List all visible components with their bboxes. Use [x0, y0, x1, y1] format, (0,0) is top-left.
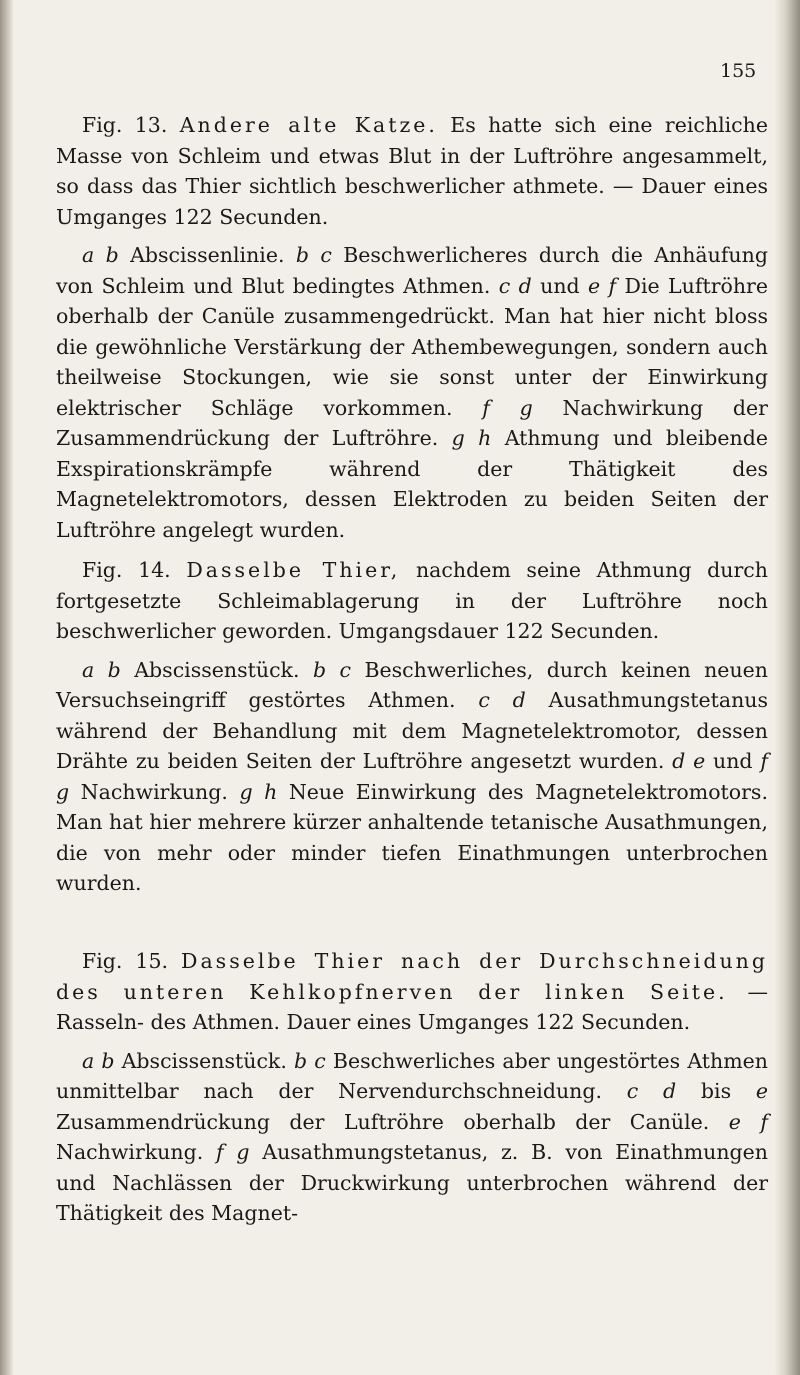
page-edge-left [0, 0, 14, 1375]
fig15-text-ab: Abscissenstück. [121, 1048, 287, 1073]
fig14-seg-ab: a b [82, 657, 121, 682]
fig15-seg-cd: c d [626, 1079, 677, 1103]
fig13-seg-cd: c d [498, 273, 532, 298]
fig15-seg-bc: b c [294, 1048, 326, 1073]
fig13-description: Es hatte sich eine reichliche Masse von Schleim und etwas Blut in der Luftröhre angesammelt, so dass das Thier sichtlich beschwerlicher athmete. — Dauer eines Umganges 122 Secunden. [56, 113, 768, 229]
fig15-seg-e: e [755, 1079, 768, 1103]
fig14-seg-de: d e [672, 749, 706, 773]
fig14-seg-gh: g h [239, 779, 278, 804]
fig13-title: Andere alte Katze. [179, 113, 438, 137]
fig15-text-bis: bis [700, 1079, 732, 1103]
fig14-text-ab: Abscissenstück. [134, 657, 300, 682]
fig13-label: Fig. 13. [82, 113, 168, 137]
fig13-text-ab: Abscissenlinie. [130, 243, 285, 267]
fig13-text-fg: Nachwirkung der Zusammendrückung der Luftröhre. [56, 395, 768, 450]
fig15-text-bc: Beschwerliches aber ungestörtes Athmen unmittelbar nach der Nervendurchschneidung. [56, 1048, 768, 1103]
page-edge-right [774, 0, 800, 1375]
fig13-seg-gh: g h [451, 426, 492, 450]
fig14-seg-bc: b c [312, 657, 352, 682]
figure-13-caption [56, 110, 768, 545]
fig14-seg-cd: c d [478, 688, 526, 712]
fig13-text-und: und [540, 273, 580, 298]
fig13-seg-ef: e f [588, 273, 617, 298]
fig15-title: Dasselbe Thier nach der Durchschneidung des unteren Kehlkopfnerven der linken Seite. [56, 949, 768, 1004]
fig15-seg-ab: a b [82, 1048, 115, 1073]
fig15-text-fg: Ausathmungstetanus, z. B. von Einathmungen und Nachlässen der Druckwirkung unterbrochen während der Thätigkeit des Magnet- [56, 1140, 768, 1225]
fig15-intro [56, 946, 768, 1038]
fig13-legend [56, 240, 768, 545]
fig14-text-und: und [713, 749, 753, 773]
fig15-legend [56, 1046, 768, 1229]
fig14-title: Dasselbe Thier, [186, 558, 401, 582]
fig13-intro [56, 110, 768, 232]
fig14-intro [56, 555, 768, 647]
fig14-text-cd: Ausathmungstetanus während der Behandlung mit dem Magnetelektromotor, dessen Drähte zu beiden Seiten der Luftröhre angesetzt wurden. [56, 688, 768, 773]
fig13-text-gh: Athmung und bleibende Exspirationskrämpfe während der Thätigkeit des Magnetelektromotors, dessen Elektroden zu beiden Seiten der Luftröhre angelegt wurden. [56, 426, 768, 542]
fig15-description: — Rasseln- des Athmen. Dauer eines Umganges 122 Secunden. [56, 979, 768, 1034]
fig15-label: Fig. 15. [82, 949, 169, 973]
fig15-text-cde: Zusammendrückung der Luftröhre oberhalb der Canüle. [56, 1109, 710, 1134]
fig13-seg-ab: a b [82, 243, 119, 267]
fig14-description: nachdem seine Athmung durch fortgesetzte Schleimablagerung in der Luftröhre noch beschwerlicher geworden. Umgangsdauer 122 Secunden. [56, 558, 768, 643]
fig14-text-gh: Neue Einwirkung des Magnetelektromotors. Man hat hier mehrere kürzer anhaltende tetanische Ausathmungen, die von mehr oder minder tiefen Einathmungen unterbrochen wurden. [56, 779, 768, 895]
fig13-seg-fg: f g [482, 395, 533, 420]
fig14-label: Fig. 14. [82, 558, 171, 582]
fig14-seg-fg: f g [56, 749, 768, 804]
fig15-seg-ef: e f [728, 1109, 768, 1134]
figure-15-caption [56, 946, 768, 1229]
fig15-text-ef: Nachwirkung. [56, 1140, 204, 1164]
fig13-text-cdef: Die Luftröhre oberhalb der Canüle zusammengedrückt. Man hat hier nicht bloss die gewöhnliche Verstärkung der Athembewegungen, sondern auch theilweise Stockungen, wie sie sonst unter der Einwirkung elektrischer Schläge vorkommen. [56, 273, 768, 420]
fig15-seg-fg: f g [216, 1140, 250, 1164]
fig13-seg-bc: b c [295, 243, 332, 267]
figure-14-caption [56, 555, 768, 899]
fig14-text-bc: Beschwerliches, durch keinen neuen Versuchseingriff gestörtes Athmen. [56, 657, 768, 712]
fig13-text-bc: Beschwerlicheres durch die Anhäufung von Schleim und Blut bedingtes Athmen. [56, 243, 768, 298]
fig14-legend [56, 655, 768, 899]
page-number: 155 [720, 60, 757, 82]
fig14-text-defg: Nachwirkung. [80, 779, 228, 804]
